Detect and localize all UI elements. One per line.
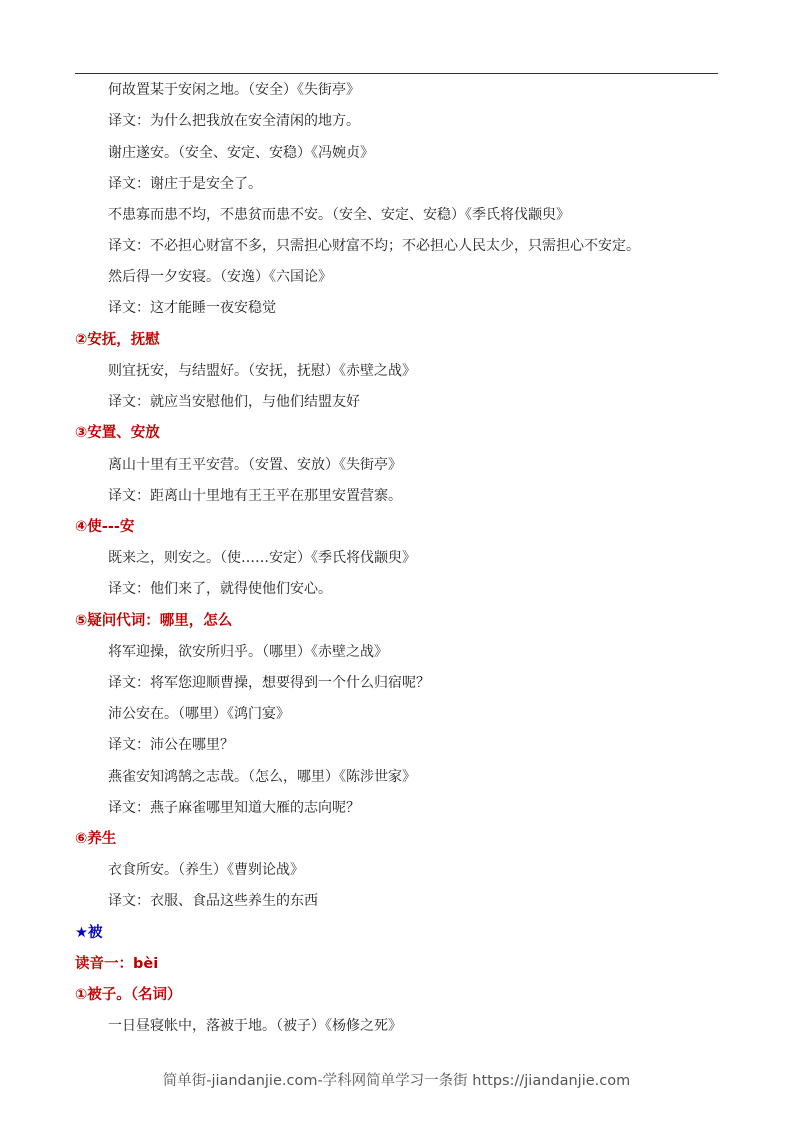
meaning-heading: ②安抚，抚慰	[75, 332, 160, 348]
translation: 译文：将军您迎顺曹操，想要得到一个什么归宿呢？	[108, 675, 430, 691]
header-rule	[75, 73, 718, 74]
pronunciation-heading: 读音一：bèi	[75, 956, 159, 972]
example-sentence: 既来之，则安之。（使……安定）《季氏将伐颛臾》	[108, 550, 416, 566]
example-sentence: 将军迎操，欲安所归乎。（哪里）《赤壁之战》	[108, 644, 388, 660]
example-sentence: 离山十里有王平安营。（安置、安放）《失街亭》	[108, 457, 402, 473]
meaning-heading: ⑤疑问代词：哪里，怎么	[75, 613, 233, 629]
meaning-heading: ①被子。（名词）	[75, 987, 182, 1003]
example-sentence: 不患寡而患不均，不患贫而患不安。（安全、安定、安稳）《季氏将伐颛臾》	[108, 207, 570, 223]
translation: 译文：沛公在哪里？	[108, 737, 234, 753]
example-sentence: 沛公安在。（哪里）《鸿门宴》	[108, 706, 290, 722]
example-sentence: 谢庄遂安。（安全、安定、安稳）《冯婉贞》	[108, 145, 374, 161]
translation: 译文：不必担心财富不多，只需担心财富不均；不必担心人民太少，只需担心不安定。	[108, 238, 640, 254]
example-sentence: 则宜抚安，与结盟好。（安抚，抚慰）《赤壁之战》	[108, 363, 416, 379]
example-sentence: 一日昼寝帐中，落被于地。（被子）《杨修之死》	[108, 1018, 402, 1034]
translation: 译文：就应当安慰他们，与他们结盟友好	[108, 394, 360, 410]
meaning-heading: ⑥养生	[75, 831, 117, 847]
translation: 译文：为什么把我放在安全清闲的地方。	[108, 113, 360, 129]
meaning-heading: ④使---安	[75, 519, 135, 535]
footer-watermark: 简单街-jiandanjie.com-学科网简单学习一条街 https://jiandanjie.com	[162, 1073, 631, 1089]
example-sentence: 然后得一夕安寝。（安逸）《六国论》	[108, 269, 332, 285]
translation: 译文：他们来了，就得使他们安心。	[108, 581, 332, 597]
character-heading: ★被	[75, 925, 103, 941]
translation: 译文：燕子麻雀哪里知道大雁的志向呢？	[108, 800, 360, 816]
translation: 译文：距离山十里地有王王平在那里安置营寨。	[108, 488, 402, 504]
translation: 译文：衣服、食品这些养生的东西	[108, 893, 318, 909]
example-sentence: 衣食所安。（养生）《曹刿论战》	[108, 862, 304, 878]
example-sentence: 燕雀安知鸿鹄之志哉。（怎么，哪里）《陈涉世家》	[108, 769, 416, 785]
meaning-heading: ③安置、安放	[75, 425, 160, 441]
translation: 译文：谢庄于是安全了。	[108, 176, 262, 192]
translation: 译文：这才能睡一夜安稳觉	[108, 300, 276, 316]
example-sentence: 何故置某于安闲之地。（安全）《失街亭》	[108, 82, 360, 98]
